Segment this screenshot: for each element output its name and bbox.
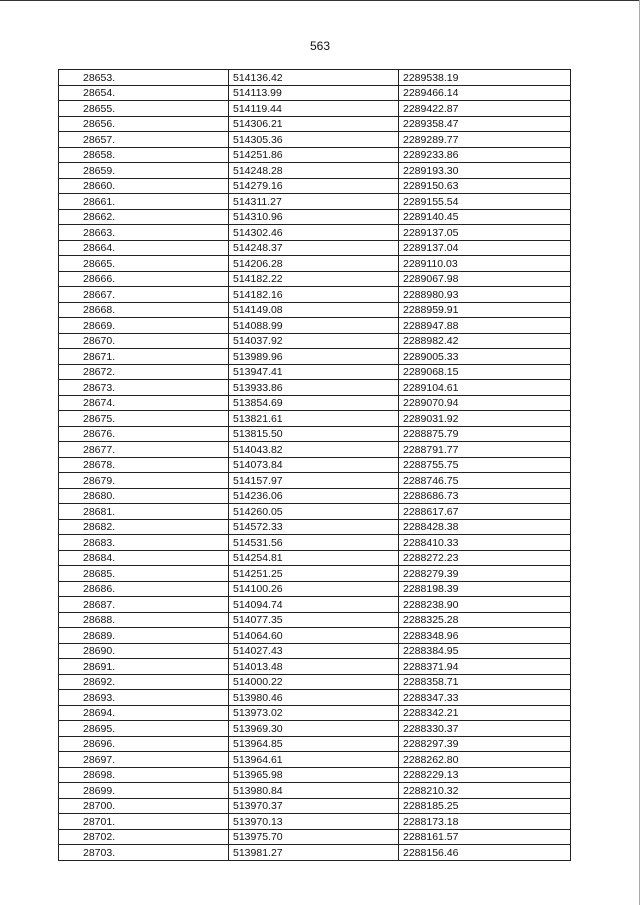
table-row xyxy=(59,643,571,659)
y-coordinate-cell: 2288617.67 xyxy=(399,504,571,520)
table-row xyxy=(59,674,571,690)
table-row xyxy=(59,628,571,644)
y-coordinate-cell: 2289140.45 xyxy=(399,209,571,225)
point-number-cell: 28684. xyxy=(59,550,229,566)
table-row xyxy=(59,519,571,535)
x-coordinate-cell: 514206.28 xyxy=(229,256,399,272)
x-coordinate-cell: 513980.46 xyxy=(229,690,399,706)
point-number-cell: 28683. xyxy=(59,535,229,551)
y-coordinate-cell: 2288210.32 xyxy=(399,783,571,799)
point-number-cell: 28695. xyxy=(59,721,229,737)
y-coordinate-cell: 2288746.75 xyxy=(399,473,571,489)
point-number-cell: 28677. xyxy=(59,442,229,458)
x-coordinate-cell: 513980.84 xyxy=(229,783,399,799)
point-number-cell: 28669. xyxy=(59,318,229,334)
x-coordinate-cell: 514077.35 xyxy=(229,612,399,628)
y-coordinate-cell: 2288342.21 xyxy=(399,705,571,721)
y-coordinate-cell: 2288272.23 xyxy=(399,550,571,566)
table-row xyxy=(59,318,571,334)
y-coordinate-cell: 2288348.96 xyxy=(399,628,571,644)
x-coordinate-cell: 513970.13 xyxy=(229,814,399,830)
point-number-cell: 28658. xyxy=(59,147,229,163)
table-row xyxy=(59,597,571,613)
table-row xyxy=(59,829,571,845)
coordinates-table xyxy=(58,69,571,861)
y-coordinate-cell: 2289005.33 xyxy=(399,349,571,365)
y-coordinate-cell: 2289422.87 xyxy=(399,101,571,117)
point-number-cell: 28702. xyxy=(59,829,229,845)
point-number-cell: 28673. xyxy=(59,380,229,396)
point-number-cell: 28680. xyxy=(59,488,229,504)
y-coordinate-cell: 2289137.05 xyxy=(399,225,571,241)
point-number-cell: 28675. xyxy=(59,411,229,427)
y-coordinate-cell: 2288238.90 xyxy=(399,597,571,613)
x-coordinate-cell: 513815.50 xyxy=(229,426,399,442)
table-row xyxy=(59,411,571,427)
table-row xyxy=(59,147,571,163)
x-coordinate-cell: 514248.28 xyxy=(229,163,399,179)
point-number-cell: 28660. xyxy=(59,178,229,194)
point-number-cell: 28655. xyxy=(59,101,229,117)
point-number-cell: 28681. xyxy=(59,504,229,520)
table-row xyxy=(59,705,571,721)
x-coordinate-cell: 514113.99 xyxy=(229,85,399,101)
point-number-cell: 28667. xyxy=(59,287,229,303)
y-coordinate-cell: 2289466.14 xyxy=(399,85,571,101)
table-row xyxy=(59,333,571,349)
x-coordinate-cell: 514013.48 xyxy=(229,659,399,675)
table-row xyxy=(59,752,571,768)
x-coordinate-cell: 514149.08 xyxy=(229,302,399,318)
table-row xyxy=(59,364,571,380)
table-row xyxy=(59,659,571,675)
y-coordinate-cell: 2289031.92 xyxy=(399,411,571,427)
x-coordinate-cell: 514260.05 xyxy=(229,504,399,520)
y-coordinate-cell: 2288875.79 xyxy=(399,426,571,442)
y-coordinate-cell: 2289110.03 xyxy=(399,256,571,272)
table-row xyxy=(59,163,571,179)
point-number-cell: 28688. xyxy=(59,612,229,628)
x-coordinate-cell: 514279.16 xyxy=(229,178,399,194)
x-coordinate-cell: 514302.46 xyxy=(229,225,399,241)
y-coordinate-cell: 2288156.46 xyxy=(399,845,571,861)
table-row xyxy=(59,116,571,132)
x-coordinate-cell: 514027.43 xyxy=(229,643,399,659)
x-coordinate-cell: 513970.37 xyxy=(229,798,399,814)
table-row xyxy=(59,798,571,814)
point-number-cell: 28662. xyxy=(59,209,229,225)
table-row xyxy=(59,550,571,566)
point-number-cell: 28693. xyxy=(59,690,229,706)
table-row xyxy=(59,473,571,489)
table-row xyxy=(59,814,571,830)
y-coordinate-cell: 2289233.86 xyxy=(399,147,571,163)
point-number-cell: 28678. xyxy=(59,457,229,473)
y-coordinate-cell: 2289155.54 xyxy=(399,194,571,210)
table-row xyxy=(59,271,571,287)
point-number-cell: 28656. xyxy=(59,116,229,132)
x-coordinate-cell: 513969.30 xyxy=(229,721,399,737)
point-number-cell: 28672. xyxy=(59,364,229,380)
y-coordinate-cell: 2288358.71 xyxy=(399,674,571,690)
y-coordinate-cell: 2289070.94 xyxy=(399,395,571,411)
y-coordinate-cell: 2288262.80 xyxy=(399,752,571,768)
point-number-cell: 28703. xyxy=(59,845,229,861)
point-number-cell: 28698. xyxy=(59,767,229,783)
y-coordinate-cell: 2289068.15 xyxy=(399,364,571,380)
table-row xyxy=(59,85,571,101)
x-coordinate-cell: 513964.61 xyxy=(229,752,399,768)
table-row xyxy=(59,132,571,148)
point-number-cell: 28686. xyxy=(59,581,229,597)
x-coordinate-cell: 513821.61 xyxy=(229,411,399,427)
point-number-cell: 28670. xyxy=(59,333,229,349)
x-coordinate-cell: 514572.33 xyxy=(229,519,399,535)
x-coordinate-cell: 514251.86 xyxy=(229,147,399,163)
point-number-cell: 28691. xyxy=(59,659,229,675)
table-row xyxy=(59,256,571,272)
y-coordinate-cell: 2288980.93 xyxy=(399,287,571,303)
y-coordinate-cell: 2288410.33 xyxy=(399,535,571,551)
x-coordinate-cell: 513989.96 xyxy=(229,349,399,365)
table-row xyxy=(59,767,571,783)
x-coordinate-cell: 514531.56 xyxy=(229,535,399,551)
point-number-cell: 28664. xyxy=(59,240,229,256)
table-row xyxy=(59,736,571,752)
table-row xyxy=(59,845,571,861)
x-coordinate-cell: 514305.36 xyxy=(229,132,399,148)
y-coordinate-cell: 2288198.39 xyxy=(399,581,571,597)
x-coordinate-cell: 514094.74 xyxy=(229,597,399,613)
x-coordinate-cell: 513975.70 xyxy=(229,829,399,845)
x-coordinate-cell: 514073.84 xyxy=(229,457,399,473)
x-coordinate-cell: 514311.27 xyxy=(229,194,399,210)
x-coordinate-cell: 514119.44 xyxy=(229,101,399,117)
table-row xyxy=(59,194,571,210)
y-coordinate-cell: 2289104.61 xyxy=(399,380,571,396)
y-coordinate-cell: 2288755.75 xyxy=(399,457,571,473)
x-coordinate-cell: 514088.99 xyxy=(229,318,399,334)
table-row xyxy=(59,721,571,737)
table-row xyxy=(59,395,571,411)
y-coordinate-cell: 2289150.63 xyxy=(399,178,571,194)
y-coordinate-cell: 2288947.88 xyxy=(399,318,571,334)
y-coordinate-cell: 2288185.25 xyxy=(399,798,571,814)
table-row xyxy=(59,101,571,117)
point-number-cell: 28659. xyxy=(59,163,229,179)
table-row xyxy=(59,457,571,473)
x-coordinate-cell: 514064.60 xyxy=(229,628,399,644)
table-row xyxy=(59,535,571,551)
table-row xyxy=(59,504,571,520)
y-coordinate-cell: 2288686.73 xyxy=(399,488,571,504)
y-coordinate-cell: 2288384.95 xyxy=(399,643,571,659)
x-coordinate-cell: 514310.96 xyxy=(229,209,399,225)
point-number-cell: 28657. xyxy=(59,132,229,148)
x-coordinate-cell: 514037.92 xyxy=(229,333,399,349)
x-coordinate-cell: 514157.97 xyxy=(229,473,399,489)
coordinates-table-body xyxy=(59,70,571,861)
x-coordinate-cell: 514236.06 xyxy=(229,488,399,504)
point-number-cell: 28671. xyxy=(59,349,229,365)
x-coordinate-cell: 514043.82 xyxy=(229,442,399,458)
point-number-cell: 28690. xyxy=(59,643,229,659)
table-row xyxy=(59,240,571,256)
x-coordinate-cell: 513854.69 xyxy=(229,395,399,411)
table-row xyxy=(59,442,571,458)
y-coordinate-cell: 2288428.38 xyxy=(399,519,571,535)
point-number-cell: 28685. xyxy=(59,566,229,582)
x-coordinate-cell: 514000.22 xyxy=(229,674,399,690)
table-row xyxy=(59,209,571,225)
y-coordinate-cell: 2288229.13 xyxy=(399,767,571,783)
page-number: 563 xyxy=(309,39,331,53)
x-coordinate-cell: 513965.98 xyxy=(229,767,399,783)
point-number-cell: 28692. xyxy=(59,674,229,690)
table-row xyxy=(59,488,571,504)
point-number-cell: 28661. xyxy=(59,194,229,210)
point-number-cell: 28682. xyxy=(59,519,229,535)
table-row xyxy=(59,178,571,194)
point-number-cell: 28687. xyxy=(59,597,229,613)
y-coordinate-cell: 2289358.47 xyxy=(399,116,571,132)
y-coordinate-cell: 2288347.33 xyxy=(399,690,571,706)
point-number-cell: 28700. xyxy=(59,798,229,814)
y-coordinate-cell: 2288330.37 xyxy=(399,721,571,737)
table-row xyxy=(59,581,571,597)
table-row xyxy=(59,690,571,706)
x-coordinate-cell: 513933.86 xyxy=(229,380,399,396)
table-row xyxy=(59,225,571,241)
x-coordinate-cell: 514306.21 xyxy=(229,116,399,132)
x-coordinate-cell: 514182.16 xyxy=(229,287,399,303)
point-number-cell: 28694. xyxy=(59,705,229,721)
point-number-cell: 28665. xyxy=(59,256,229,272)
point-number-cell: 28653. xyxy=(59,70,229,86)
y-coordinate-cell: 2288325.28 xyxy=(399,612,571,628)
point-number-cell: 28699. xyxy=(59,783,229,799)
table-row xyxy=(59,287,571,303)
x-coordinate-cell: 514251.25 xyxy=(229,566,399,582)
point-number-cell: 28701. xyxy=(59,814,229,830)
point-number-cell: 28696. xyxy=(59,736,229,752)
x-coordinate-cell: 513964.85 xyxy=(229,736,399,752)
table-row xyxy=(59,349,571,365)
x-coordinate-cell: 514182.22 xyxy=(229,271,399,287)
x-coordinate-cell: 514136.42 xyxy=(229,70,399,86)
y-coordinate-cell: 2288161.57 xyxy=(399,829,571,845)
y-coordinate-cell: 2288791.77 xyxy=(399,442,571,458)
table-row xyxy=(59,612,571,628)
table-row xyxy=(59,302,571,318)
x-coordinate-cell: 514248.37 xyxy=(229,240,399,256)
x-coordinate-cell: 513981.27 xyxy=(229,845,399,861)
x-coordinate-cell: 513947.41 xyxy=(229,364,399,380)
table-row xyxy=(59,426,571,442)
table-row xyxy=(59,380,571,396)
point-number-cell: 28668. xyxy=(59,302,229,318)
point-number-cell: 28674. xyxy=(59,395,229,411)
y-coordinate-cell: 2288279.39 xyxy=(399,566,571,582)
point-number-cell: 28654. xyxy=(59,85,229,101)
point-number-cell: 28689. xyxy=(59,628,229,644)
point-number-cell: 28666. xyxy=(59,271,229,287)
top-border-line xyxy=(0,0,640,1)
y-coordinate-cell: 2288371.94 xyxy=(399,659,571,675)
table-row xyxy=(59,783,571,799)
point-number-cell: 28676. xyxy=(59,426,229,442)
point-number-cell: 28697. xyxy=(59,752,229,768)
y-coordinate-cell: 2289193.30 xyxy=(399,163,571,179)
x-coordinate-cell: 514254.81 xyxy=(229,550,399,566)
y-coordinate-cell: 2289538.19 xyxy=(399,70,571,86)
y-coordinate-cell: 2289137.04 xyxy=(399,240,571,256)
point-number-cell: 28663. xyxy=(59,225,229,241)
x-coordinate-cell: 514100.26 xyxy=(229,581,399,597)
y-coordinate-cell: 2288173.18 xyxy=(399,814,571,830)
y-coordinate-cell: 2288297.39 xyxy=(399,736,571,752)
table-row xyxy=(59,566,571,582)
y-coordinate-cell: 2289289.77 xyxy=(399,132,571,148)
table-row xyxy=(59,70,571,86)
y-coordinate-cell: 2288982.42 xyxy=(399,333,571,349)
point-number-cell: 28679. xyxy=(59,473,229,489)
y-coordinate-cell: 2289067.98 xyxy=(399,271,571,287)
y-coordinate-cell: 2288959.91 xyxy=(399,302,571,318)
x-coordinate-cell: 513973.02 xyxy=(229,705,399,721)
